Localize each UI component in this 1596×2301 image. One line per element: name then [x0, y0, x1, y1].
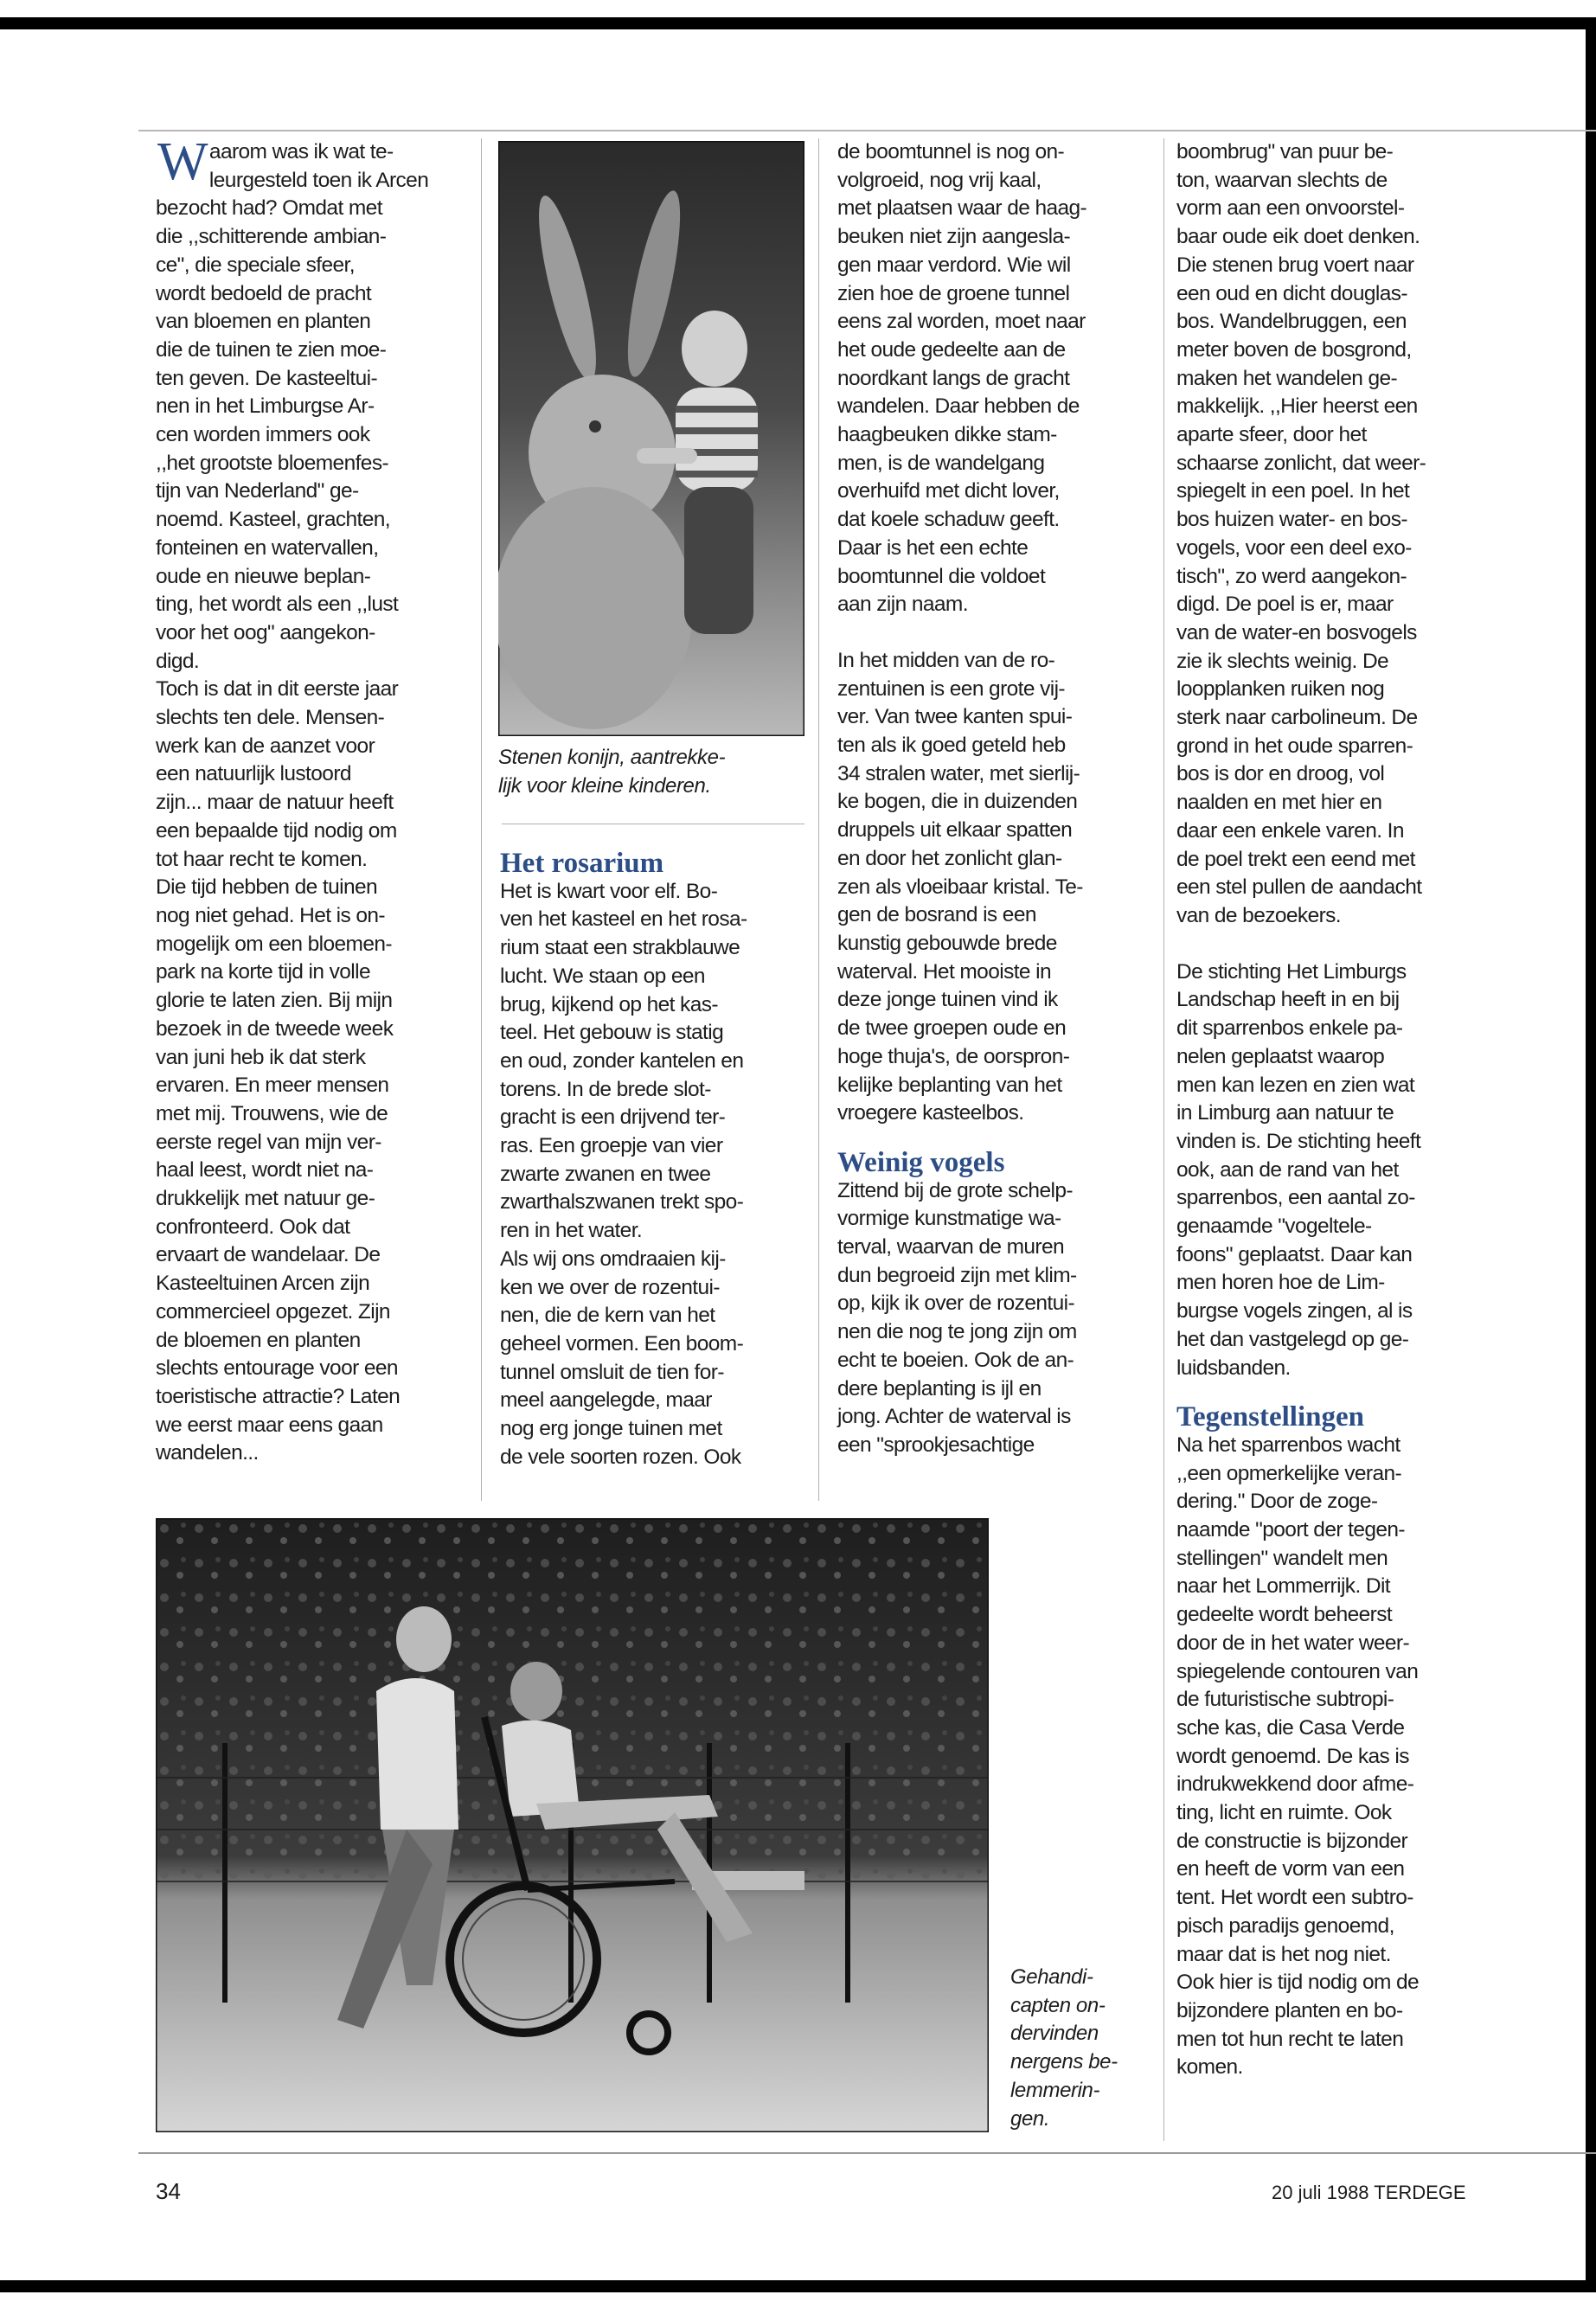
text-line: ke bogen, die in duizenden	[837, 790, 1078, 814]
text-line: Die stenen brug voert naar	[1176, 253, 1414, 277]
text-line: haal leest, wordt niet na-	[156, 1158, 374, 1183]
text-line: vinden is. De stichting heeft	[1176, 1129, 1421, 1153]
text-line: men horen hoe de Lim-	[1176, 1271, 1385, 1295]
text-line: sparrenbos, een aantal zo-	[1176, 1186, 1415, 1210]
caption-line: nergens be-	[1010, 2050, 1118, 2074]
column-divider	[1163, 138, 1164, 2141]
text-line: de twee groepen oude en	[837, 1016, 1067, 1041]
article-column-1	[156, 132, 467, 1468]
text-line: een natuurlijk lustoord	[156, 762, 351, 786]
text-line: wandelen. Daar hebben de	[837, 394, 1080, 419]
text-line: Ook hier is tijd nodig om de	[1176, 1971, 1420, 1995]
text-line: ,,een opmerkelijke veran-	[1176, 1461, 1402, 1485]
text-line: stellingen" wandelt men	[1176, 1546, 1388, 1570]
text-line: maken het wandelen ge-	[1176, 366, 1398, 390]
text-line: naar het Lommerrijk. Dit	[1176, 1574, 1391, 1599]
text-line: baar oude eik doet denken.	[1176, 225, 1420, 249]
page-frame-right	[1586, 17, 1596, 2284]
text-line: indrukwekkend door afme-	[1176, 1772, 1414, 1797]
text-line: maar dat is het nog niet.	[1176, 1942, 1391, 1966]
text-line: loopplanken ruiken nog	[1176, 677, 1385, 702]
text-line: hoge thuja's, de oorspron-	[837, 1044, 1070, 1068]
text-line: ton, waarvan slechts de	[1176, 168, 1388, 192]
text-line: drukkelijk met natuur ge-	[156, 1187, 375, 1211]
text-line: genaamde "vogeltele-	[1176, 1215, 1372, 1239]
text-line: Als wij ons omdraaien kij-	[500, 1247, 726, 1271]
text-line: daar een enkele varen. In	[1176, 818, 1404, 843]
text-line: van de bezoekers.	[1176, 903, 1342, 927]
text-line: tunnel omsluit de tien for-	[500, 1360, 724, 1384]
text-line: nen die nog te jong zijn om	[837, 1320, 1077, 1344]
text-line: ook, aan de rand van het	[1176, 1157, 1399, 1182]
article-column-3	[837, 138, 1157, 1460]
text-line: fonteinen en watervallen,	[156, 535, 379, 560]
text-line: zentuinen is een grote vij-	[837, 676, 1065, 701]
caption-stone-rabbit	[498, 744, 810, 800]
text-line: Zittend bij de grote schelp-	[837, 1178, 1073, 1202]
column-3-text-b	[837, 647, 1157, 1128]
text-line: gracht is een drijvend ter-	[500, 1106, 726, 1130]
text-line: volgroeid, nog vrij kaal,	[837, 168, 1042, 192]
text-line: zwarthalszwanen trekt spo-	[500, 1190, 744, 1215]
text-line: ten geven. De kasteeltui-	[156, 366, 378, 390]
text-line: spiegelende contouren van	[1176, 1659, 1419, 1683]
text-line: wordt genoemd. De kas is	[1176, 1744, 1409, 1768]
text-line: ras. Een groepje van vier	[500, 1134, 723, 1158]
text-line: bijzondere planten en bo-	[1176, 1999, 1403, 2022]
text-line: komen.	[1176, 2055, 1243, 2080]
caption-line: Gehandi-	[1010, 1965, 1093, 1989]
text-line: spiegelt in een poel. In het	[1176, 479, 1410, 503]
text-line: in Limburg aan natuur te	[1176, 1101, 1394, 1125]
text-line: De stichting Het Limburgs	[1176, 959, 1407, 984]
text-line: voor het oog" aangekon-	[156, 620, 375, 644]
page-number: 34	[156, 2178, 181, 2204]
text-line: de vele soorten rozen. Ook	[500, 1445, 741, 1469]
text-line: met mij. Trouwens, wie de	[156, 1101, 388, 1125]
text-line: vroegere kasteelbos.	[837, 1101, 1024, 1125]
text-line: echt te boeien. Ook de an-	[837, 1348, 1074, 1372]
text-line: noordkant langs de gracht	[837, 366, 1070, 390]
text-line: ten als ik goed geteld heb	[837, 734, 1066, 758]
text-line: tisch", zo werd aangekon-	[1176, 564, 1407, 588]
text-line: overhuifd met dicht lover,	[837, 479, 1060, 503]
text-line: een "sprookjesachtige	[837, 1433, 1035, 1457]
text-line: dat koele schaduw geeft.	[837, 508, 1060, 532]
text-line: bezoek in de tweede week	[156, 1016, 394, 1041]
page-frame-bottom	[0, 2280, 1596, 2292]
text-line: kunstig gebouwde brede	[837, 931, 1057, 955]
text-line: een bepaalde tijd nodig om	[156, 818, 397, 843]
text-line: 34 stralen water, met sierlij-	[837, 761, 1080, 785]
text-line: met plaatsen waar de haag-	[837, 196, 1087, 221]
text-line: terval, waarvan de muren	[837, 1235, 1065, 1259]
text-line: dun begroeid zijn met klim-	[837, 1263, 1077, 1287]
column-4-text-a	[1176, 138, 1488, 931]
text-line: wandelen...	[156, 1441, 259, 1465]
text-line: lucht. We staan op een	[500, 964, 705, 988]
text-line: In het midden van de ro-	[837, 648, 1055, 672]
text-line: door de in het water weer-	[1176, 1631, 1410, 1655]
text-line: tent. Het wordt een subtro-	[1176, 1886, 1413, 1910]
text-line: boombrug" van puur be-	[1176, 140, 1394, 163]
text-line: van bloemen en planten	[156, 310, 371, 334]
text-line: nen, die de kern van het	[500, 1304, 715, 1328]
text-line: gen maar verdord. Wie wil	[837, 253, 1071, 277]
text-line: slechts ten dele. Mensen-	[156, 706, 385, 730]
issue-date: 20 juli 1988 TERDEGE	[1272, 2182, 1466, 2203]
text-line: de boomtunnel is nog on-	[837, 140, 1065, 163]
text-line: die de tuinen te zien moe-	[156, 337, 387, 362]
text-line: dit sparrenbos enkele pa-	[1176, 1016, 1403, 1041]
text-line: jong. Achter de waterval is	[837, 1405, 1071, 1429]
caption-line: capten on-	[1010, 1993, 1106, 2017]
column-3-text-c	[837, 1177, 1157, 1460]
text-line: het oude gedeelte aan de	[837, 337, 1066, 362]
text-line: eens zal worden, moet naar	[837, 310, 1086, 334]
column-3-text-a	[837, 138, 1157, 619]
text-line: druppels uit elkaar spatten	[837, 818, 1073, 843]
text-line: grond in het oude sparren-	[1176, 734, 1413, 758]
text-line: meel aangelegde, maar	[500, 1388, 712, 1413]
text-line: digd. De poel is er, maar	[1176, 593, 1394, 617]
text-line: slechts entourage voor een	[156, 1356, 398, 1381]
text-line: dere beplanting is ijl en	[837, 1376, 1042, 1400]
text-line: beuken niet zijn aangesla-	[837, 225, 1071, 249]
text-line: sche kas, die Casa Verde	[1176, 1715, 1405, 1740]
text-line: zien hoe de groene tunnel	[837, 281, 1070, 305]
text-line: vorm aan een onvoorstel-	[1176, 196, 1405, 221]
text-line: ervaart de wandelaar. De	[156, 1243, 381, 1267]
text-line: een oud en dicht douglas-	[1176, 281, 1407, 305]
text-line: aparte sfeer, door het	[1176, 423, 1367, 447]
text-line: digd.	[156, 649, 200, 673]
page-frame-top	[0, 17, 1596, 29]
text-line: ven het kasteel en het rosa-	[500, 907, 747, 932]
text-line: tot haar recht te komen.	[156, 847, 368, 871]
column-1-text	[156, 132, 467, 1468]
column-4-text-c	[1176, 1432, 1488, 2082]
text-line: het dan vastgelegd op ge-	[1176, 1327, 1409, 1351]
article-column-4	[1176, 138, 1488, 2082]
text-line: naamde "poort der tegen-	[1176, 1518, 1405, 1542]
text-line: aan zijn naam.	[837, 593, 968, 617]
footer-rule	[138, 2152, 1596, 2154]
text-line: ervaren. En meer mensen	[156, 1074, 389, 1098]
text-line: bos. Wandelbruggen, een	[1176, 310, 1407, 334]
text-line: tijn van Nederland" ge-	[156, 479, 359, 503]
text-line: mogelijk om een bloemen-	[156, 932, 392, 956]
text-line: noemd. Kasteel, grachten,	[156, 508, 391, 532]
text-line: de constructie is bijzonder	[1176, 1829, 1408, 1853]
text-line: Kasteeltuinen Arcen zijn	[156, 1272, 370, 1296]
text-line: foons" geplaatst. Daar kan	[1176, 1242, 1413, 1266]
text-line: wordt bedoeld de pracht	[156, 281, 372, 305]
column-2-text	[500, 878, 811, 1472]
text-line: en door het zonlicht glan-	[837, 846, 1062, 870]
text-line: ren in het water.	[500, 1219, 643, 1243]
header-rule	[138, 130, 1596, 131]
text-line: park na korte tijd in volle	[156, 960, 370, 984]
caption-line: gen.	[1010, 2106, 1050, 2131]
text-line: toeristische attractie? Laten	[156, 1384, 401, 1408]
text-line: nen in het Limburgse Ar-	[156, 394, 375, 419]
text-line: deze jonge tuinen vind ik	[837, 988, 1058, 1012]
text-line: haagbeuken dikke stam-	[837, 423, 1057, 447]
text-line: aarom was ik wat te-	[208, 140, 394, 163]
text-line: leurgesteld toen ik Arcen	[208, 168, 429, 192]
text-line: van juni heb ik dat sterk	[156, 1045, 366, 1069]
text-line: vogels, voor een deel exo-	[1176, 535, 1412, 560]
column-divider	[818, 138, 819, 1501]
text-line: een stel pullen de aandacht	[1176, 875, 1422, 900]
text-line: sterk naar carbolineum. De	[1176, 706, 1418, 730]
text-line: nelen geplaatst waarop	[1176, 1044, 1385, 1068]
text-line: glorie te laten zien. Bij mijn	[156, 989, 393, 1013]
text-line: ver. Van twee kanten spui-	[837, 705, 1073, 729]
text-line: en oud, zonder kantelen en	[500, 1048, 744, 1073]
text-line: bezocht had? Omdat met	[156, 196, 382, 221]
text-line: en heeft de vorm van een	[1176, 1857, 1405, 1881]
article-column-2	[500, 849, 811, 1471]
text-line: ken we over de rozentui-	[500, 1275, 720, 1299]
text-line: zwarte zwanen en twee	[500, 1162, 711, 1186]
text-line: ce", die speciale sfeer,	[156, 253, 355, 277]
text-line: brug, kijkend op het kas-	[500, 992, 718, 1016]
text-line: de bloemen en planten	[156, 1328, 361, 1352]
text-line: zen als vloeibaar kristal. Te-	[837, 875, 1083, 899]
text-line: men tot hun recht te laten	[1176, 2027, 1404, 2051]
text-line: nog niet gehad. Het is on-	[156, 903, 385, 927]
text-line: we eerst maar eens gaan	[156, 1413, 383, 1437]
text-line: luidsbanden.	[1176, 1356, 1291, 1380]
text-line: vormige kunstmatige wa-	[837, 1207, 1061, 1231]
column-4-text-b	[1176, 958, 1488, 1383]
text-line: Na het sparrenbos wacht	[1176, 1433, 1401, 1457]
text-line: ,,het grootste bloemenfes-	[156, 451, 389, 475]
text-line: zie ik slechts weinig. De	[1176, 649, 1389, 673]
text-line: bos huizen water- en bos-	[1176, 508, 1407, 532]
text-line: commercieel opgezet. Zijn	[156, 1299, 390, 1324]
text-line: de futuristische subtropi-	[1176, 1688, 1394, 1712]
caption-wheelchair	[1010, 1964, 1157, 2133]
text-line: torens. In de brede slot-	[500, 1077, 711, 1101]
caption-line: Stenen konijn, aantrekke-	[498, 746, 726, 769]
text-line: nog erg jonge tuinen met	[500, 1417, 722, 1441]
text-line: de poel trekt een eend met	[1176, 847, 1415, 871]
text-line: ting, het wordt als een ,,lust	[156, 593, 399, 617]
text-line: rium staat een strakblauwe	[500, 936, 740, 960]
text-line: waterval. Het mooiste in	[837, 959, 1052, 984]
text-line: pisch paradijs genoemd,	[1176, 1913, 1394, 1938]
text-line: Landschap heeft in en bij	[1176, 988, 1400, 1012]
text-line: cen worden immers ook	[156, 423, 370, 447]
text-line: naalden en met hier en	[1176, 791, 1382, 815]
text-line: op, kijk ik over de rozentui-	[837, 1292, 1075, 1316]
text-line: van de water-en bosvogels	[1176, 620, 1417, 644]
caption-line: dervinden	[1010, 2022, 1099, 2046]
drop-cap: W	[157, 132, 208, 191]
text-line: Daar is het een echte	[837, 535, 1029, 560]
text-line: eerste regel van mijn ver-	[156, 1130, 381, 1154]
text-line: oude en nieuwe beplan-	[156, 564, 371, 588]
text-line: werk kan de aanzet voor	[156, 734, 375, 758]
photo-wheelchair-walk	[156, 1518, 989, 2132]
text-line: Die tijd hebben de tuinen	[156, 875, 378, 900]
text-line: men kan lezen en zien wat	[1176, 1073, 1415, 1097]
text-line: bos is dor en droog, vol	[1176, 762, 1385, 786]
text-line: geheel vormen. Een boom-	[500, 1331, 744, 1356]
caption-line: lemmerin-	[1010, 2078, 1100, 2102]
text-line: ting, licht en ruimte. Ook	[1176, 1801, 1392, 1825]
column-divider	[481, 138, 482, 1501]
photo-stone-rabbit	[498, 141, 804, 736]
text-line: confronteerd. Ook dat	[156, 1215, 350, 1239]
text-line: kelijke beplanting van het	[837, 1073, 1062, 1097]
text-line: men, is de wandelgang	[837, 451, 1045, 475]
text-line: dering." Door de zoge-	[1176, 1490, 1378, 1514]
text-line: makkelijk. ,,Hier heerst een	[1176, 394, 1418, 419]
text-line: schaarse zonlicht, dat weer-	[1176, 451, 1426, 475]
section-heading-rosarium: Het rosarium	[500, 848, 664, 879]
text-line: boomtunnel die voldoet	[837, 564, 1046, 588]
text-line: meter boven de bosgrond,	[1176, 337, 1412, 362]
text-line: burgse vogels zingen, al is	[1176, 1299, 1413, 1324]
text-line: die ,,schitterende ambian-	[156, 225, 387, 249]
text-line: zijn... maar de natuur heeft	[156, 791, 394, 815]
text-line: teel. Het gebouw is statig	[500, 1021, 724, 1045]
text-line: gedeelte wordt beheerst	[1176, 1603, 1393, 1627]
text-line: Toch is dat in dit eerste jaar	[156, 677, 399, 702]
caption-line: lijk voor kleine kinderen.	[498, 773, 711, 798]
text-line: Het is kwart voor elf. Bo-	[500, 879, 718, 903]
section-heading-weinig-vogels: Weinig vogels	[837, 1146, 1005, 1178]
text-line: gen de bosrand is een	[837, 903, 1036, 927]
section-heading-tegenstellingen: Tegenstellingen	[1176, 1401, 1364, 1433]
